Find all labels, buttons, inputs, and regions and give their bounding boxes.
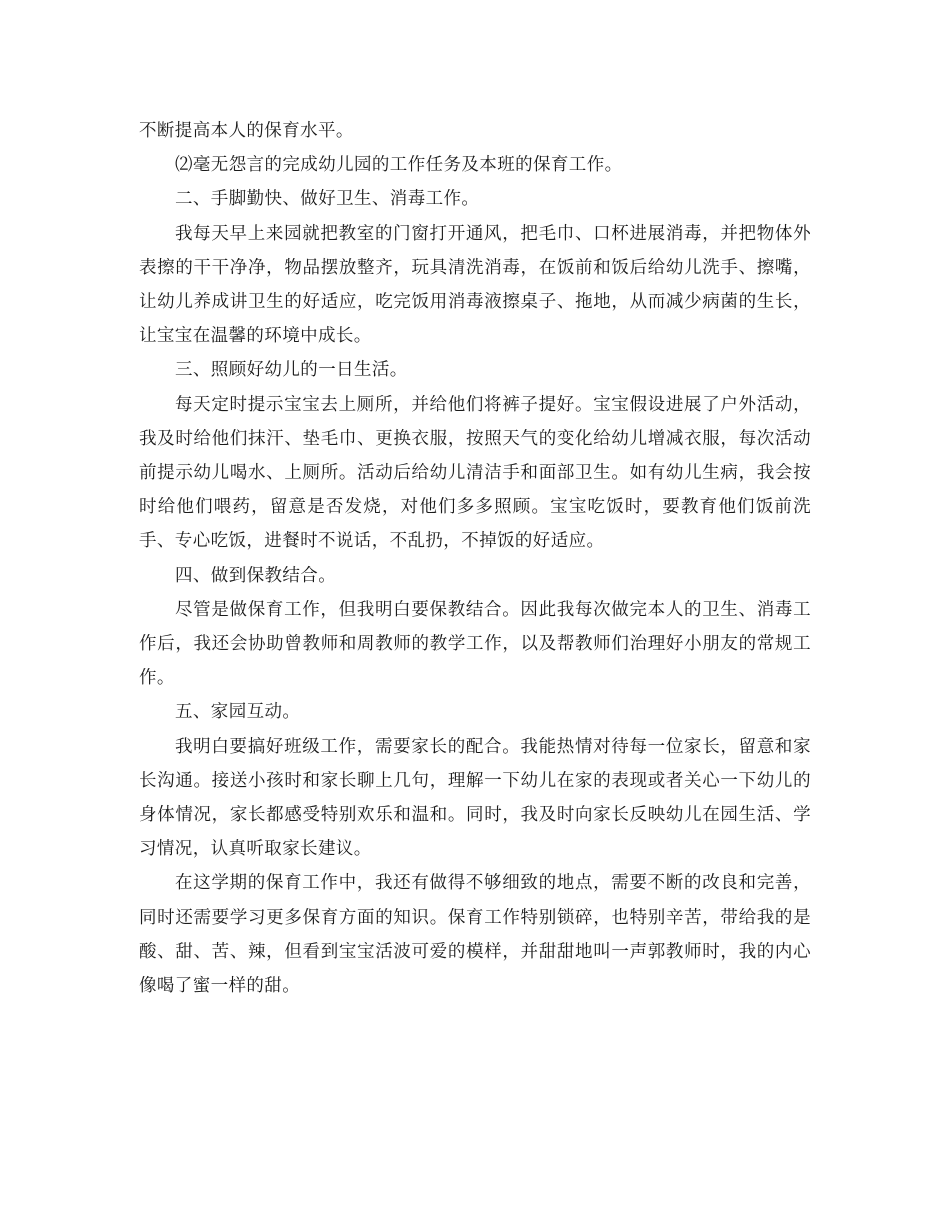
paragraph-hygiene: 我每天早上来园就把教室的门窗打开通风，把毛巾、口杯进展消毒，并把物体外表擦的干干净净，物品摆放整齐，玩具清洗消毒，在饭前和饭后给幼儿洗手、擦嘴，让幼儿养成讲卫生的好适应，吃完饭用消毒液擦桌子、拖地，从而减少病菌的生长，让宝宝在温馨的环境中成长。 <box>139 223 811 347</box>
paragraph-conclusion: 在这学期的保育工作中，我还有做得不够细致的地点，需要不断的改良和完善，同时还需要学习更多保育方面的知识。保育工作特别锁碎，也特别辛苦，带给我的是酸、甜、苦、辣，但看到宝宝活波可爱的模样，并甜甜地叫一声郭教师时，我的内心像喝了蜜一样的甜。 <box>139 873 811 997</box>
paragraph-item-2: ⑵毫无怨言的完成幼儿园的工作任务及本班的保育工作。 <box>175 155 623 176</box>
document-body <box>139 114 811 1003</box>
section-heading-daily-care: 三、照顾好幼儿的一日生活。 <box>175 360 408 381</box>
section-heading-hygiene: 二、手脚勤快、做好卫生、消毒工作。 <box>175 189 480 210</box>
paragraph-home-school: 我明白要搞好班级工作，需要家长的配合。我能热情对待每一位家长，留意和家长沟通。接送小孩时和家长聊上几句，理解一下幼儿在家的表现或者关心一下幼儿的身体情况，家长都感受特别欢乐和温和。同时，我及时向家长反映幼儿在园生活、学习情况，认真听取家长建议。 <box>139 736 811 860</box>
section-heading-education: 四、做到保教结合。 <box>175 565 337 586</box>
paragraph-continuation: 不断提高本人的保育水平。 <box>139 121 354 141</box>
section-heading-home-school: 五、家园互动。 <box>175 702 301 723</box>
paragraph-education: 尽管是做保育工作，但我明白要保教结合。因此我每次做完本人的卫生、消毒工作后，我还会协助曾教师和周教师的教学工作，以及帮教师们治理好小朋友的常规工作。 <box>139 599 811 689</box>
paragraph-daily-care: 每天定时提示宝宝去上厕所，并给他们将裤子提好。宝宝假设进展了户外活动，我及时给他们抹汗、垫毛巾、更换衣服，按照天气的变化给幼儿增减衣服，每次活动前提示幼儿喝水、上厕所。活动后给幼儿清洁手和面部卫生。如有幼儿生病，我会按时给他们喂药，留意是否发烧，对他们多多照顾。宝宝吃饭时，要教育他们饭前洗手、专心吃饭，进餐时不说话，不乱扔，不掉饭的好适应。 <box>139 394 811 552</box>
